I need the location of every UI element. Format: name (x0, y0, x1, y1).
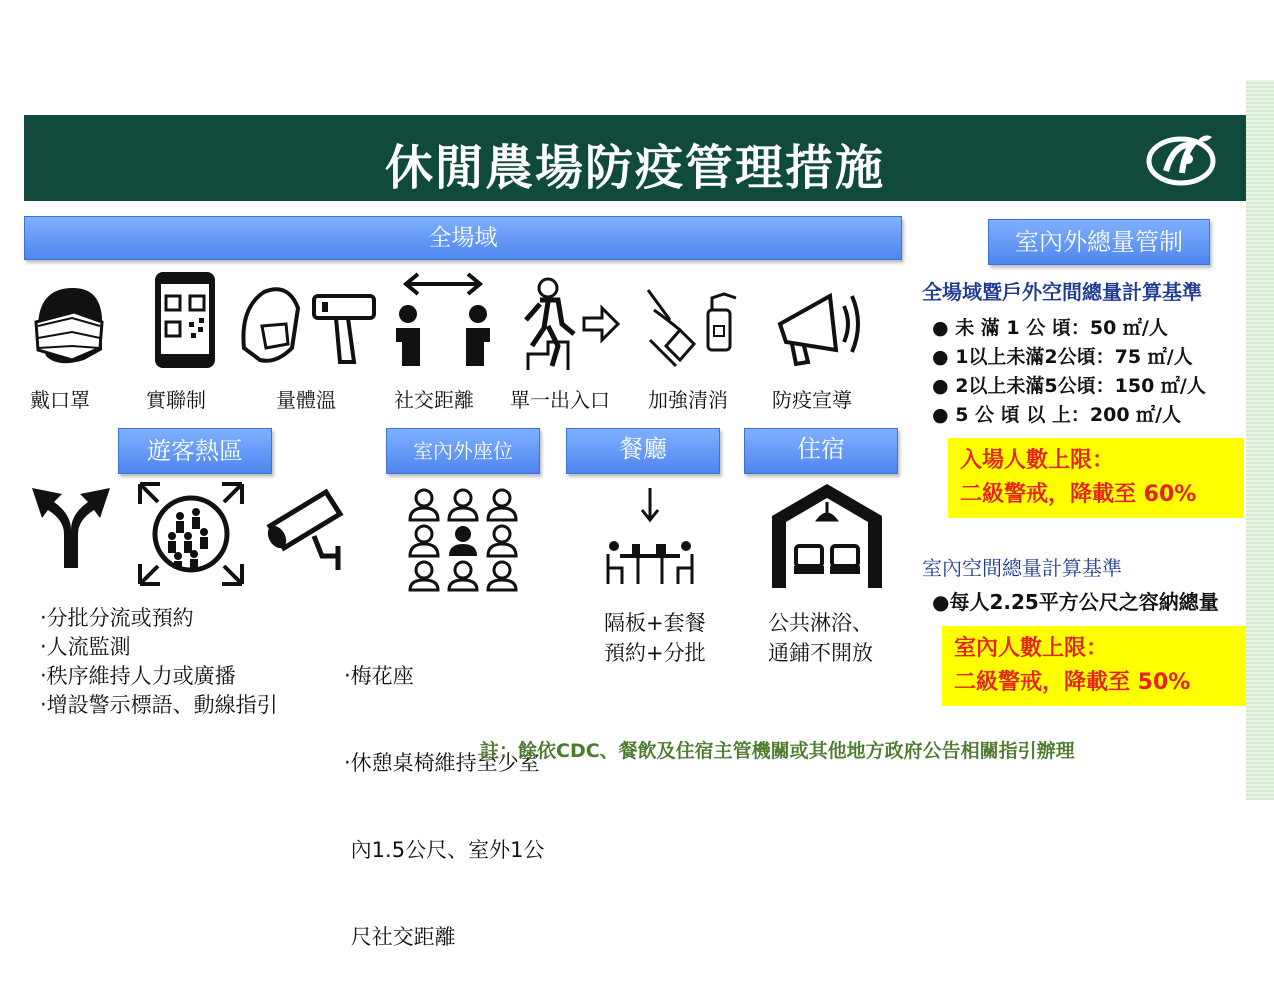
list-item: ‧休憩桌椅維持至少室 (344, 751, 540, 775)
dining-table-icon (598, 484, 702, 590)
entry-limit-value: 二級警戒，降載至 60% (960, 482, 1197, 507)
section-hotspot: 遊客熱區 (118, 428, 272, 474)
list-item: ‧人流監測 (40, 635, 131, 659)
cctv-camera-icon (264, 486, 350, 574)
indoor-capacity-rule: ●每人2.25平方公尺之容納總量 (932, 590, 1219, 614)
crowd-monitor-icon (136, 480, 246, 588)
indoor-limit-box (942, 626, 1246, 706)
section-lodging: 住宿 (744, 428, 898, 474)
icon-label-temperature: 量體溫 (276, 388, 336, 412)
section-capacity-control: 室內外總量管制 (988, 219, 1210, 265)
entry-limit-box (948, 438, 1244, 518)
indoor-limit-label: 室內人數上限： (954, 636, 1109, 661)
list-item: ‧增設警示標語、動線指引 (40, 693, 278, 717)
megaphone-icon (770, 284, 866, 374)
checkerboard-seating-icon (404, 486, 522, 592)
indoor-capacity-title: 室內空間總量計算基準 (922, 556, 1122, 580)
list-item: 隔板+套餐 (604, 611, 706, 635)
icon-label-mask: 戴口罩 (30, 388, 90, 412)
disinfect-icon (640, 280, 744, 372)
title-banner (24, 115, 1246, 201)
section-restaurant: 餐廳 (566, 428, 720, 474)
lodging-list (768, 608, 873, 668)
section-all-venue: 全場域 (24, 216, 902, 260)
indoor-limit-value: 二級警戒，降載至 50% (954, 670, 1191, 695)
single-entrance-icon (518, 276, 622, 372)
icon-label-promotion: 防疫宣導 (772, 388, 852, 412)
list-item: ● 2以上未滿5公頃：150 ㎡/人 (932, 375, 1206, 397)
list-item: ● 5 公 頃 以 上：200 ㎡/人 (932, 404, 1182, 426)
side-decoration (1246, 80, 1274, 800)
list-item: ● 未 滿 1 公 頃：50 ㎡/人 (932, 317, 1168, 339)
mask-icon (28, 278, 108, 370)
icon-label-disinfect: 加強清消 (648, 388, 728, 412)
icon-label-entrance: 單一出入口 (510, 388, 610, 412)
icon-label-real-name: 實聯制 (146, 388, 206, 412)
entry-limit-label: 入場人數上限： (960, 448, 1115, 473)
outdoor-capacity-title: 全場域暨戶外空間總量計算基準 (922, 280, 1202, 304)
thermometer-gun-icon (236, 278, 378, 372)
section-seating: 室內外座位 (386, 428, 540, 474)
list-item: 預約+分批 (604, 641, 706, 665)
list-item: ● 1以上未滿2公頃：75 ㎡/人 (932, 346, 1193, 368)
list-item: 內1.5公尺、室外1公 (344, 838, 545, 862)
icon-label-distance: 社交距離 (394, 388, 474, 412)
hotspot-list (40, 604, 278, 720)
page-title: 休閒農場防疫管理措施 (384, 140, 885, 196)
seating-list (344, 604, 544, 981)
list-item: ‧梅花座 (344, 664, 414, 688)
list-item: ‧秩序維持人力或廣播 (40, 664, 236, 688)
list-item: 公共淋浴、 (768, 611, 873, 635)
agency-logo-icon (1144, 131, 1218, 187)
list-item: 尺社交距離 (344, 925, 456, 949)
footnote: 註：餘依CDC、餐飲及住宿主管機關或其他地方政府公告相關指引辦理 (480, 740, 1075, 762)
restaurant-list (604, 608, 706, 668)
list-item: ‧分批分流或預約 (40, 606, 194, 630)
outdoor-capacity-list (932, 314, 1206, 430)
house-beds-icon (768, 480, 886, 590)
list-item: 通鋪不開放 (768, 641, 873, 665)
qr-phone-icon (153, 270, 217, 370)
social-distance-icon (388, 266, 498, 372)
split-arrow-icon (28, 484, 114, 568)
